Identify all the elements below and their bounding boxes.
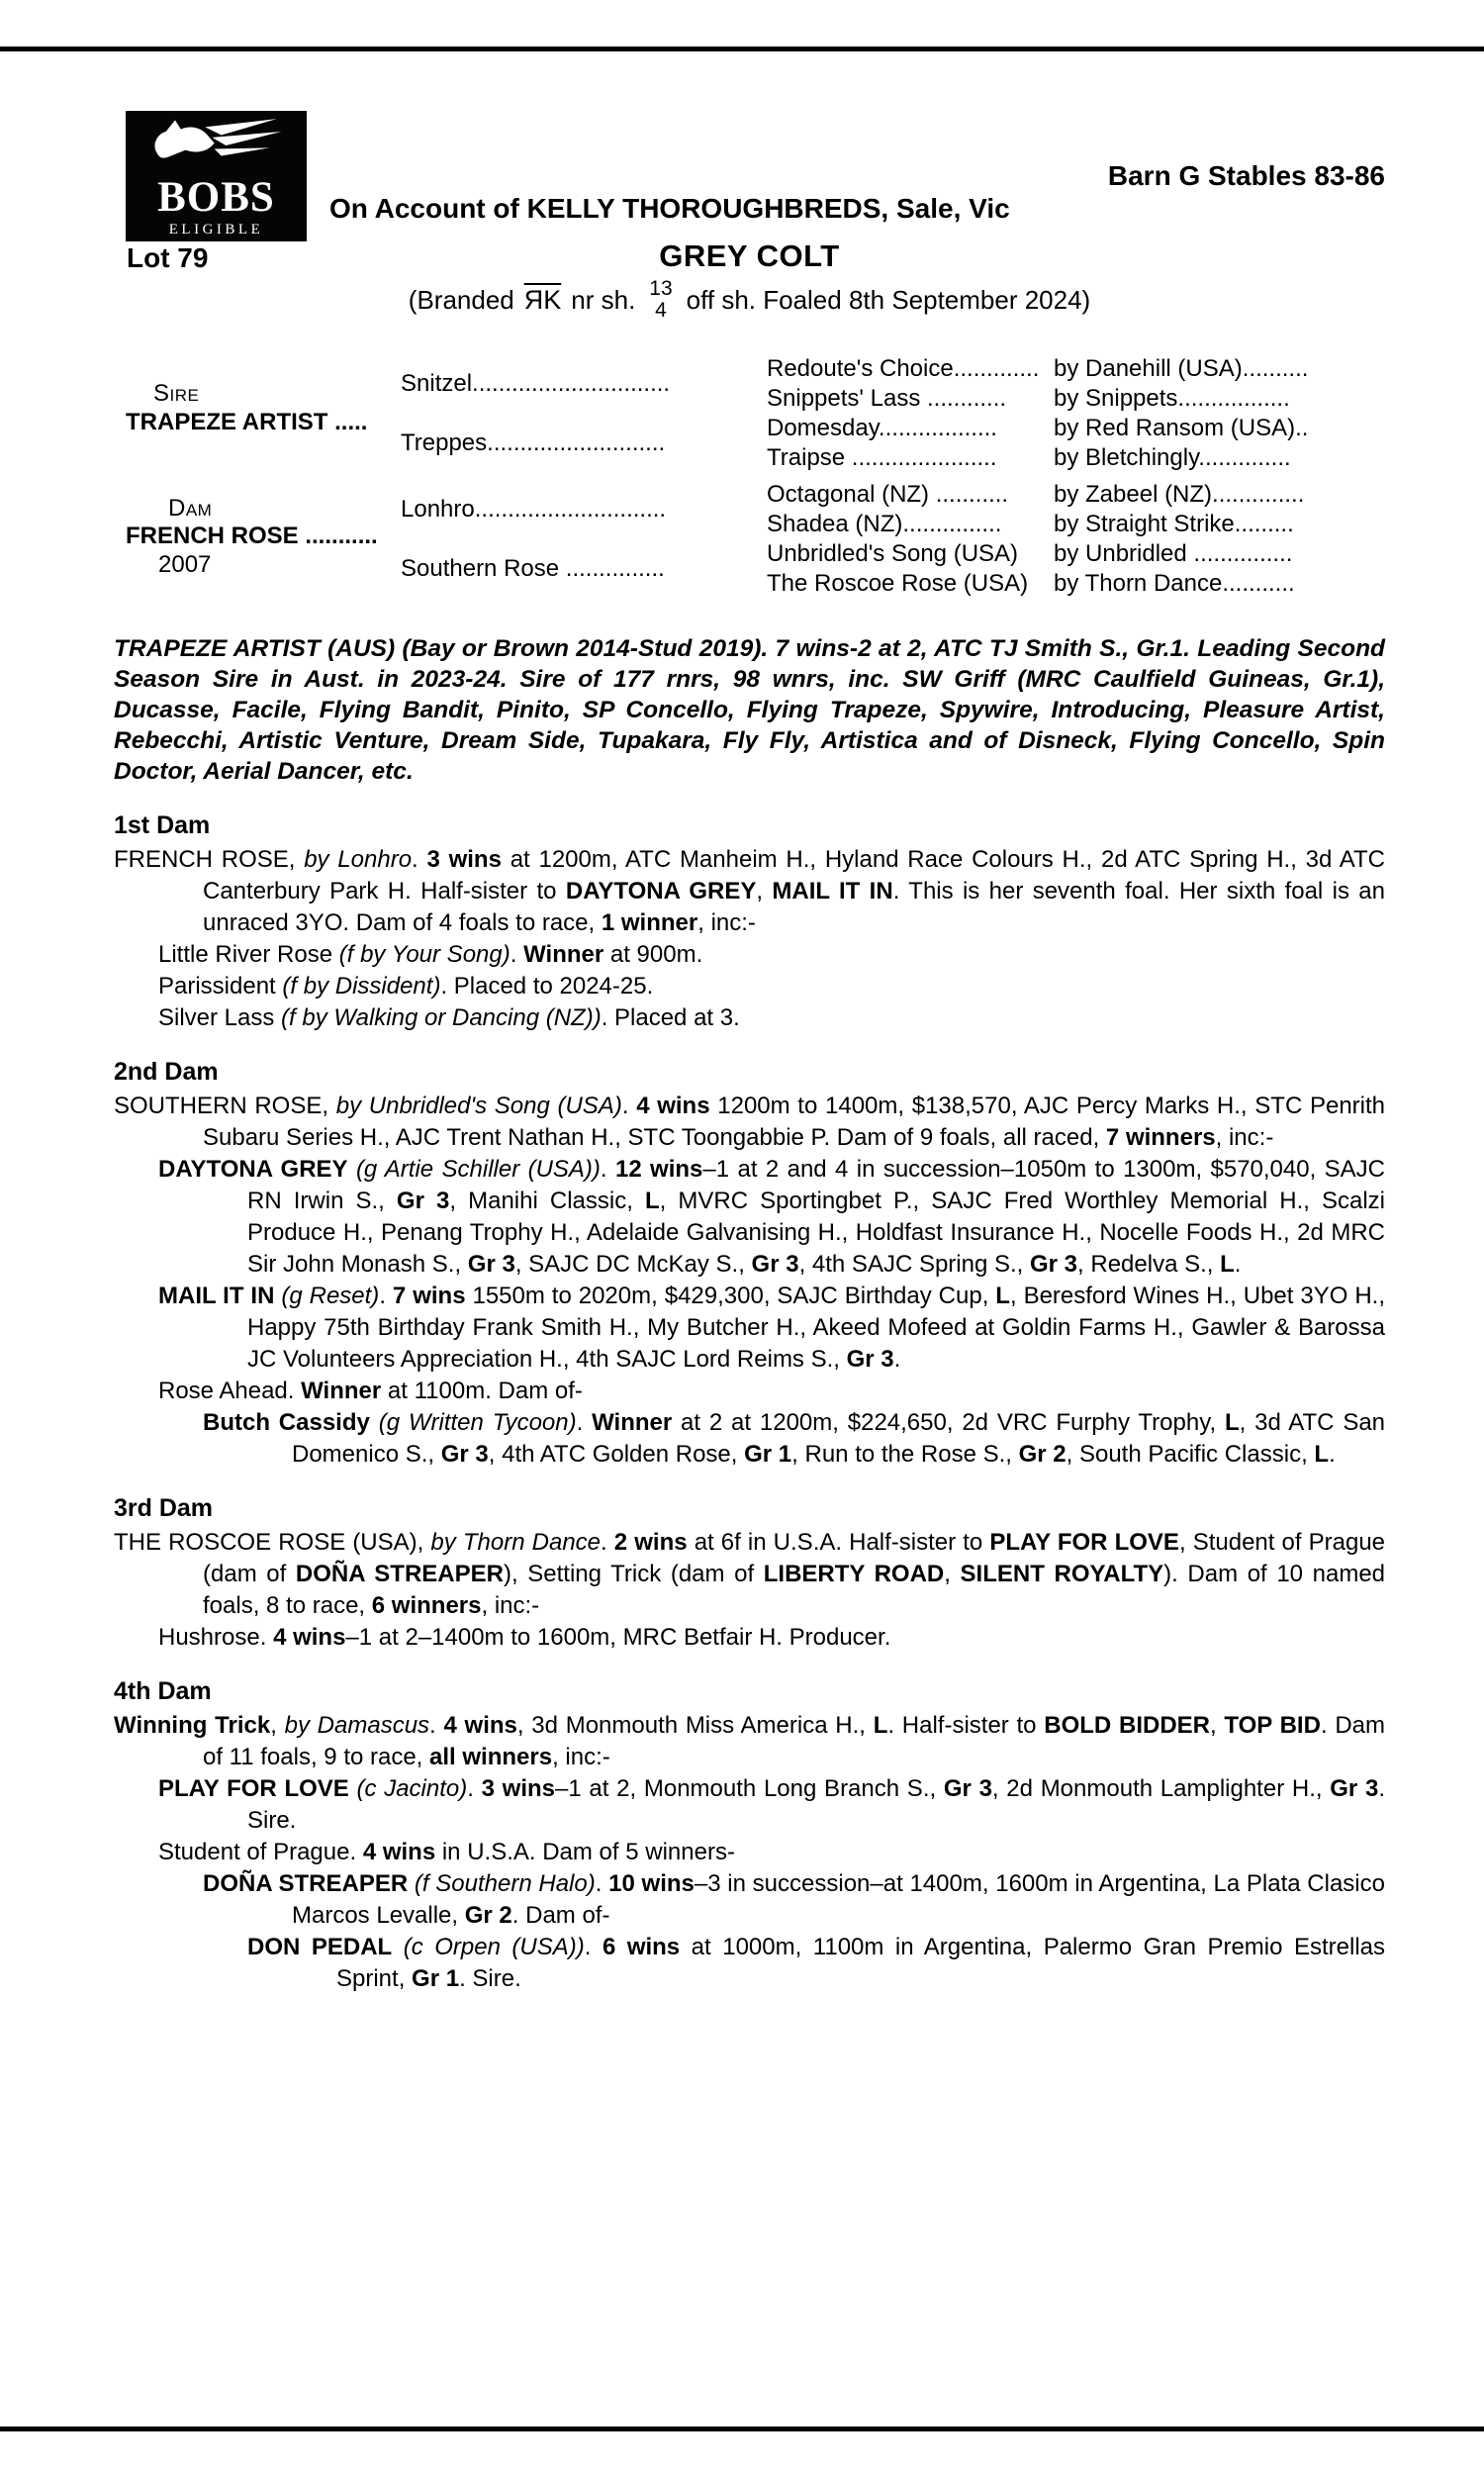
brand-mark: ЯK: [523, 284, 562, 315]
section-heading-1st-dam: 1st Dam: [114, 810, 211, 839]
dam-paragraph: FRENCH ROSE, by Lonhro. 3 wins at 1200m, ATC Manheim H., Hyland Race Colours H., 2d ATC Spring H., 3d ATC Canterbury Park H. Half-sister to DAYTONA GREY, MAIL IT IN. This is her seventh foal. Her sixth foal is an unraced 3YO. Dam of 4 foals to race, 1 winner, inc:-: [114, 845, 1386, 936]
section-heading-3rd-dam: 3rd Dam: [114, 1493, 214, 1522]
pedigree-cell-gen4: by Unbridled ...............: [1054, 540, 1293, 567]
logo-word: BOBS: [157, 174, 275, 221]
pedigree-cell-gen3: The Roscoe Rose (USA): [767, 570, 1029, 597]
pedigree-cell-dam-dam: Southern Rose ...............: [401, 555, 665, 582]
sire-summary-paragraph: TRAPEZE ARTIST (AUS) (Bay or Brown 2014-Stud 2019). 7 wins-2 at 2, ATC TJ Smith S., Gr.1. Leading Second Season Sire in Aust. in 2023-24. Sire of 177 rnrs, 98 wnrs, inc. SW Griff (MRC Caulfield Guineas, Gr.1), Ducasse, Facile, Flying Bandit, Pinito, SP Concello, Flying Trapeze, Spywire, Introducing, Pleasure Artist, Rebecchi, Artistic Venture, Dream Side, Tupakara, Fly Fly, Artistica and of Disneck, Flying Concello, Spin Doctor, Aerial Dancer, etc.: [114, 635, 1385, 785]
dam-name: FRENCH ROSE ...........: [126, 523, 378, 549]
bobs-eligible-logo: [126, 111, 307, 241]
dam-paragraph: SOUTHERN ROSE, by Unbridled's Song (USA). 4 wins 1200m to 1400m, $138,570, AJC Percy Marks H., STC Penrith Subaru Series H., AJC Trent Nathan H., STC Toongabbie P. Dam of 9 foals, all raced, 7 winners, inc:-: [114, 1092, 1386, 1151]
pedigree-cell-gen3: Unbridled's Song (USA): [767, 540, 1019, 567]
pedigree-cell-sire-dam: Treppes...........................: [401, 429, 666, 456]
progeny-paragraph: Student of Prague. 4 wins in U.S.A. Dam of 5 winners-: [158, 1838, 735, 1865]
section-heading-4th-dam: 4th Dam: [114, 1676, 212, 1705]
pedigree-cell-dam-sire: Lonhro.............................: [401, 496, 667, 523]
horse-head-icon: [142, 118, 291, 178]
section-heading-2nd-dam: 2nd Dam: [114, 1057, 219, 1086]
pedigree-cell-gen4: by Snippets.................: [1054, 385, 1290, 412]
progeny-paragraph: Butch Cassidy (g Written Tycoon). Winner at 2 at 1200m, $224,650, 2d VRC Furphy Trophy, L, 3d ATC San Domenico S., Gr 3, 4th ATC Golden Rose, Gr 1, Run to the Rose S., Gr 2, South Pacific Classic, L.: [203, 1408, 1386, 1468]
sire-label: Sire: [153, 380, 200, 407]
lot-number: Lot 79: [127, 242, 209, 273]
progeny-paragraph: MAIL IT IN (g Reset). 7 wins 1550m to 2020m, $429,300, SAJC Birthday Cup, L, Beresford Wines H., Ubet 3YO H., Happy 75th Birthday Frank Smith H., My Butcher H., Akeed Mofeed at Goldin Farms H., Gawler & Barossa JC Volunteers Appreciation H., 4th SAJC Lord Reims S., Gr 3.: [158, 1282, 1385, 1373]
brand-count-bottom: 4: [655, 299, 667, 322]
pedigree-cell-gen3: Snippets' Lass ............: [767, 385, 1007, 412]
pedigree-cell-gen4: by Red Ransom (USA)..: [1054, 415, 1309, 441]
dam-year: 2007: [158, 551, 212, 578]
vendor-account-line: On Account of KELLY THOROUGHBREDS, Sale, Vic: [329, 193, 1010, 224]
pedigree-cell-gen3: Domesday..................: [767, 415, 997, 441]
pedigree-cell-gen4: by Bletchingly..............: [1054, 444, 1291, 471]
progeny-paragraph: Little River Rose (f by Your Song). Winner at 900m.: [158, 940, 703, 968]
pedigree-table: [114, 354, 1385, 604]
barn-stables-label: Barn G Stables 83-86: [1107, 160, 1385, 191]
pedigree-cell-gen4: by Danehill (USA)..........: [1054, 355, 1309, 382]
logo-subtext: ELIGIBLE: [168, 222, 264, 238]
progeny-paragraph: DAYTONA GREY (g Artie Schiller (USA)). 12 wins–1 at 2 and 4 in succession–1050m to 1300m, $570,040, SAJC RN Irwin S., Gr 3, Manihi Classic, L, MVRC Sportingbet P., SAJC Fred Worthley Memorial H., Scalzi Produce H., Penang Trophy H., Adelaide Galvanising H., Holdfast Insurance H., Nocelle Foods H., 2d MRC Sir John Monash S., Gr 3, SAJC DC McKay S., Gr 3, 4th SAJC Spring S., Gr 3, Redelva S., L.: [158, 1155, 1386, 1278]
pedigree-cell-gen4: by Straight Strike.........: [1054, 511, 1294, 537]
pedigree-cell-sire-sire: Snitzel..............................: [401, 370, 671, 397]
dam-label: Dam: [168, 495, 213, 522]
dam-paragraph: THE ROSCOE ROSE (USA), by Thorn Dance. 2 wins at 6f in U.S.A. Half-sister to PLAY FOR LOVE, Student of Prague (dam of DOÑA STREAPER), Setting Trick (dam of LIBERTY ROAD, SILENT ROYALTY). Dam of 10 named foals, 8 to race, 6 winners, inc:-: [114, 1528, 1386, 1619]
progeny-paragraph: Parissident (f by Dissident). Placed to 2024-25.: [158, 972, 654, 999]
branded-prefix: (Branded: [408, 284, 514, 315]
dam-paragraph: Winning Trick, by Damascus. 4 wins, 3d Monmouth Miss America H., L. Half-sister to BOLD BIDDER, TOP BID. Dam of 11 foals, 9 to race, all winners, inc:-: [114, 1711, 1386, 1770]
pedigree-cell-gen3: Redoute's Choice.............: [767, 355, 1040, 382]
branded-suffix: off sh. Foaled 8th September 2024): [686, 284, 1091, 315]
progeny-paragraph: DON PEDAL (c Orpen (USA)). 6 wins at 1000m, 1100m in Argentina, Palermo Gran Premio Estrellas Sprint, Gr 1. Sire.: [247, 1933, 1386, 1992]
progeny-paragraph: DOÑA STREAPER (f Southern Halo). 10 wins–3 in succession–at 1400m, 1600m in Argentina, La Plata Clasico Marcos Levalle, Gr 2. Dam of-: [203, 1869, 1385, 1929]
top-rule: [0, 47, 1484, 51]
branded-line: [114, 278, 1385, 322]
brand-count-top: 13: [649, 277, 673, 300]
pedigree-cell-gen3: Traipse ......................: [767, 444, 997, 471]
lot-title: GREY COLT: [659, 238, 840, 273]
progeny-paragraph: Silver Lass (f by Walking or Dancing (NZ)). Placed at 3.: [158, 1003, 740, 1031]
bottom-rule: [0, 2426, 1484, 2431]
brand-count-fraction: [649, 278, 672, 322]
catalogue-body: [114, 354, 1385, 1995]
pedigree-cell-gen4: by Thorn Dance...........: [1054, 570, 1295, 597]
pedigree-cell-gen3: Shadea (NZ)...............: [767, 511, 1002, 537]
sire-name: TRAPEZE ARTIST .....: [126, 409, 368, 435]
pedigree-cell-gen3: Octagonal (NZ) ...........: [767, 481, 1009, 508]
progeny-paragraph: PLAY FOR LOVE (c Jacinto). 3 wins–1 at 2, Monmouth Long Branch S., Gr 3, 2d Monmouth Lamplighter H., Gr 3. Sire.: [158, 1774, 1385, 1834]
progeny-paragraph: Hushrose. 4 wins–1 at 2–1400m to 1600m, MRC Betfair H. Producer.: [158, 1623, 891, 1651]
branded-near-side: nr sh.: [571, 284, 636, 315]
pedigree-cell-gen4: by Zabeel (NZ)..............: [1054, 481, 1305, 508]
progeny-paragraph: Rose Ahead. Winner at 1100m. Dam of-: [158, 1377, 583, 1404]
